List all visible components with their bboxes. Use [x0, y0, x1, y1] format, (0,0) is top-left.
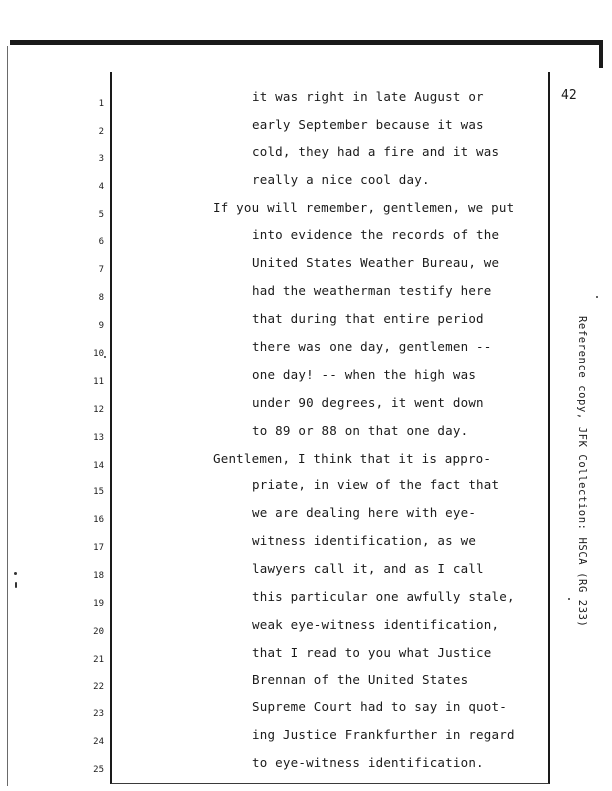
line-number: 18	[93, 571, 104, 581]
line-number: 5	[98, 210, 104, 220]
line-number: 14	[93, 461, 104, 471]
transcript-line: cold, they had a fire and it was	[252, 144, 500, 159]
scan-speck	[14, 572, 17, 575]
transcript-line: early September because it was	[252, 117, 484, 132]
transcript-line: Gentlemen, I think that it is appro-	[213, 451, 492, 466]
line-number: 6	[98, 237, 104, 247]
transcript-line: United States Weather Bureau, we	[252, 255, 500, 270]
line-number: 10	[93, 349, 104, 359]
line-number: 24	[93, 737, 104, 747]
transcript-line: into evidence the records of the	[252, 227, 500, 242]
transcript-line: there was one day, gentlemen --	[252, 339, 492, 354]
line-number: 12	[93, 405, 104, 415]
line-number: 9	[98, 321, 104, 331]
line-number: 15	[93, 487, 104, 497]
transcript-line: ing Justice Frankfurther in regard	[252, 727, 515, 742]
line-number: 1	[98, 99, 104, 109]
line-number: 19	[93, 599, 104, 609]
scan-speck	[596, 296, 598, 298]
transcript-line: Brennan of the United States	[252, 672, 469, 687]
transcript-line: priate, in view of the fact that	[252, 477, 500, 492]
line-number: 2	[98, 127, 104, 137]
page-number: 42	[561, 88, 577, 103]
line-number: 20	[93, 627, 104, 637]
scan-speck	[15, 582, 17, 588]
line-number: 4	[98, 182, 104, 192]
transcript-line: really a nice cool day.	[252, 172, 430, 187]
line-number: 11	[93, 377, 104, 387]
archive-stamp: Reference copy, JFK Collection: HSCA (RG 233)	[576, 316, 588, 628]
line-number: 17	[93, 543, 104, 553]
transcript-line: to eye-witness identification.	[252, 755, 484, 770]
transcript-line: lawyers call it, and as I call	[252, 561, 484, 576]
transcript-line: witness identification, as we	[252, 533, 477, 548]
line-number: 13	[93, 433, 104, 443]
line-number: 8	[98, 293, 104, 303]
transcript-line: If you will remember, gentlemen, we put	[213, 200, 515, 215]
transcript-line: this particular one awfully stale,	[252, 589, 515, 604]
line-number: 7	[98, 265, 104, 275]
line-number: 21	[93, 655, 104, 665]
transcript-line: to 89 or 88 on that one day.	[252, 423, 469, 438]
top-rule-corner	[599, 40, 603, 68]
left-margin-line	[7, 46, 8, 786]
line-number: 16	[93, 515, 104, 525]
transcript-line: one day! -- when the high was	[252, 367, 477, 382]
transcript-line: that I read to you what Justice	[252, 645, 492, 660]
top-rule	[10, 40, 602, 45]
transcript-line: had the weatherman testify here	[252, 283, 492, 298]
transcript-line: we are dealing here with eye-	[252, 505, 477, 520]
line-number: 23	[93, 709, 104, 719]
transcript-line: it was right in late August or	[252, 89, 484, 104]
line-number: 3	[98, 154, 104, 164]
transcript-line: under 90 degrees, it went down	[252, 395, 484, 410]
line-number: 25	[93, 765, 104, 775]
line-number: 22	[93, 682, 104, 692]
transcript-line: weak eye-witness identification,	[252, 617, 500, 632]
transcript-line: that during that entire period	[252, 311, 484, 326]
transcript-line: Supreme Court had to say in quot-	[252, 699, 507, 714]
scan-speck	[104, 356, 106, 358]
scan-speck	[568, 598, 570, 600]
